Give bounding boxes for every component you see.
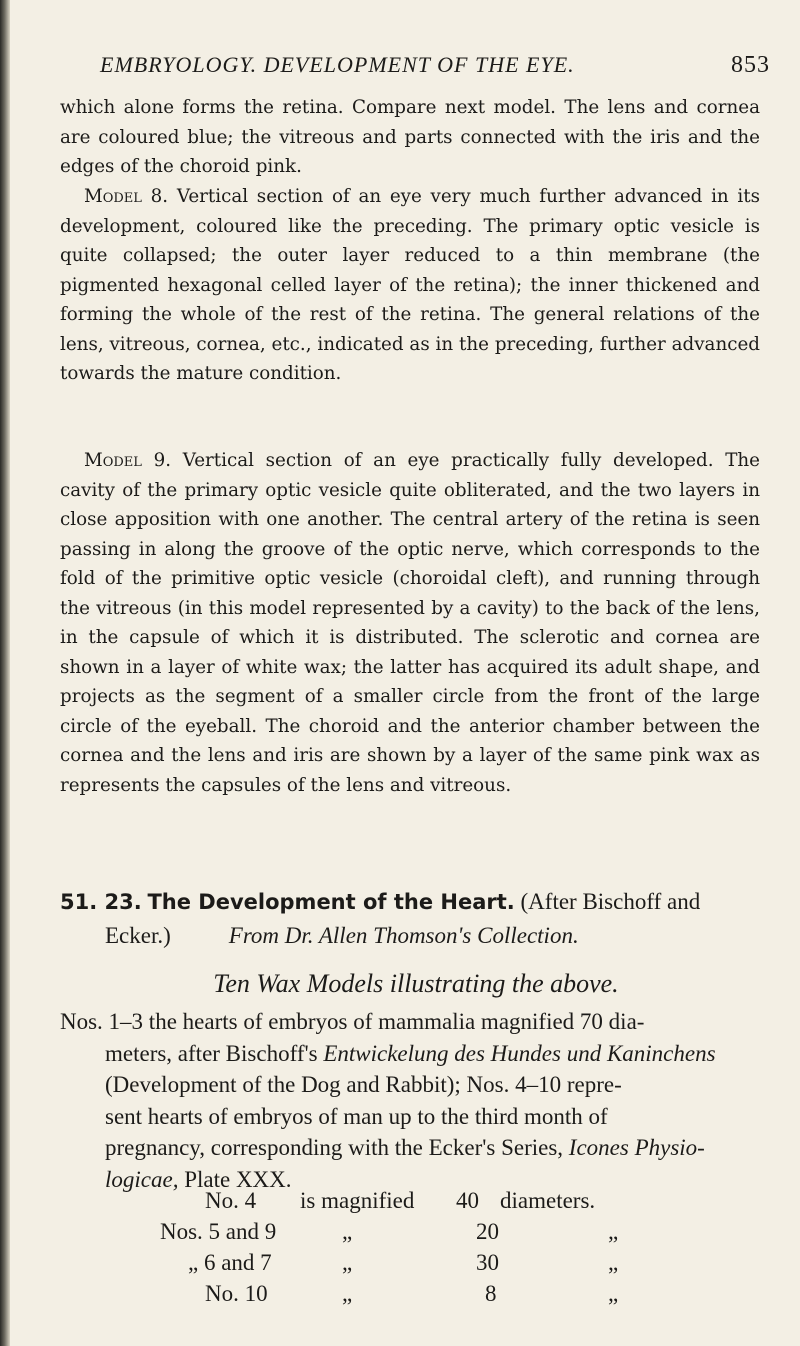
- model-9-text: Vertical section of an eye practically fully developed. The cavity of the primary optic vesicle quite obliterated, and the two layers in close apposition with one another. The central artery of the retina is seen passing in along the groove of the optic nerve, which corresponds to the fold of the primitive optic vesicle (choroidal cleft), and running through the vitreous (in this model represented by a cavity) to the back of the lens, in the capsule of which it is distributed. The sclerotic and cornea are shown in a layer of white wax; the latter has acquired its adult shape, and projects as the segment of a smaller circle from the front of the large circle of the eyeball. The choroid and the anterior chamber between the cornea and the lens and iris are shown by a layer of the same pink wax as represents the capsules of the lens and vitreous.: [60, 450, 760, 796]
- model-8-text: Vertical section of an eye very much further advanced in its development, coloured like the preceding. The primary optic vesicle is quite collapsed; the outer layer reduced to a thin membrane (the pigmented hexagonal celled layer of the retina); the inner thickened and forming the whole of the rest of the retina. The general relations of the lens, vitreous, cornea, etc., indicated as in the preceding, further advanced towards the mature condition.: [60, 186, 760, 384]
- magnification-label: No. 10: [205, 1281, 268, 1306]
- nos-line-1: Nos. 1–3 the hearts of embryos of mammalia magnified 70 dia-: [60, 1009, 645, 1034]
- section-number: 51. 23.: [60, 890, 142, 914]
- magnification-row: [60, 1216, 772, 1247]
- magnification-value: 30: [476, 1250, 499, 1275]
- magnification-unit: diameters.: [500, 1188, 596, 1213]
- magnification-row: [60, 1185, 772, 1216]
- nos-line-5-text: pregnancy, corresponding with the Ecker's Series,: [105, 1135, 569, 1160]
- magnification-unit: „: [608, 1250, 619, 1275]
- section-source-cont: Ecker.): [105, 923, 171, 948]
- model-8-label: Model 8.: [84, 186, 169, 207]
- model-9-label: Model 9.: [84, 450, 172, 471]
- book-title-entwickelung: Entwickelung des Hundes und Kaninchens: [323, 1040, 716, 1066]
- magnification-verb: „: [342, 1219, 353, 1244]
- nos-line-2: [60, 1038, 772, 1070]
- magnification-unit: „: [608, 1281, 619, 1306]
- nos-line-2-text: meters, after Bischoff's: [105, 1040, 324, 1066]
- paragraph-model-8: [60, 182, 760, 389]
- page-number: 853: [731, 52, 770, 78]
- book-spine-shadow: [0, 0, 10, 1346]
- magnification-label: No. 4: [205, 1188, 257, 1213]
- nos-line-4: sent hearts of embryos of man up to the third month of: [105, 1103, 608, 1129]
- magnification-table: [60, 1185, 772, 1309]
- magnification-value: 20: [476, 1219, 499, 1244]
- magnification-unit: „: [608, 1219, 619, 1244]
- section-heading-line-2: [60, 919, 772, 952]
- section-source: (After Bischoff and: [520, 889, 701, 914]
- magnification-row: [60, 1247, 772, 1278]
- paragraph-model-9: [60, 446, 760, 800]
- section-subtitle: Ten Wax Models illustrating the above.: [213, 969, 619, 998]
- book-title-icones: Icones Physio-: [568, 1135, 705, 1160]
- magnification-label: „ 6 and 7: [188, 1250, 272, 1275]
- magnification-value: 40: [456, 1188, 479, 1213]
- paragraph-intro: which alone forms the retina. Compare next model. The lens and cornea are coloured blue; the vitreous and parts connected with the iris and the edges of the choroid pink.: [60, 97, 760, 177]
- section-collection: From Dr. Allen Thomson's Collection.: [228, 923, 579, 948]
- running-header: [100, 52, 770, 78]
- nos-line-3: (Development of the Dog and Rabbit); Nos. 4–10 repre-: [105, 1072, 622, 1097]
- magnification-verb: „: [342, 1250, 353, 1275]
- magnification-verb: is magnified: [300, 1188, 415, 1213]
- models-description: [60, 1006, 772, 1195]
- magnification-row: [60, 1278, 772, 1309]
- nos-line-5: [60, 1132, 772, 1164]
- magnification-verb: „: [342, 1281, 353, 1306]
- magnification-value: 8: [485, 1281, 497, 1306]
- section-title: The Development of the Heart.: [147, 890, 515, 914]
- section-heading: [60, 885, 772, 952]
- running-title: EMBRYOLOGY. DEVELOPMENT OF THE EYE.: [100, 52, 575, 77]
- book-title-icones-cont: logicae,: [105, 1166, 179, 1192]
- magnification-label: Nos. 5 and 9: [160, 1219, 277, 1244]
- plate-reference: Plate XXX.: [178, 1166, 292, 1192]
